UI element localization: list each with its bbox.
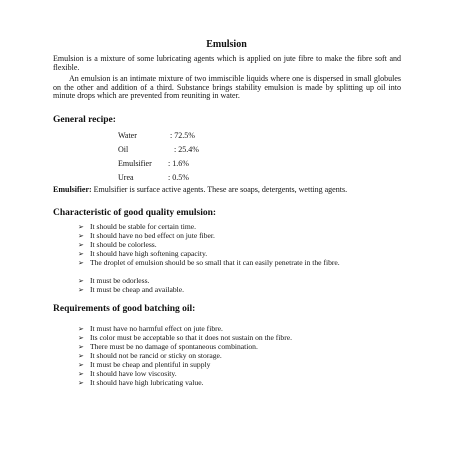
intro-paragraph-2: An emulsion is an intimate mixture of two immiscible liquids where one is dispersed in small globules on the other and addition of a third. Substance brings stability emulsion is made by splitting up oil into minute drops which are prevented from reuniting in water.	[53, 74, 401, 101]
arrow-bullet-icon: ➢	[78, 223, 84, 231]
recipe-value: : 25.4%	[174, 145, 199, 154]
recipe-name: Oil	[118, 145, 129, 154]
arrow-bullet-icon: ➢	[78, 343, 84, 351]
recipe-value: : 72.5%	[170, 131, 195, 140]
arrow-bullet-icon: ➢	[78, 370, 84, 378]
general-recipe-heading: General recipe:	[53, 115, 116, 125]
arrow-bullet-icon: ➢	[78, 277, 84, 285]
arrow-bullet-icon: ➢	[78, 286, 84, 294]
arrow-bullet-icon: ➢	[78, 241, 84, 249]
arrow-bullet-icon: ➢	[78, 232, 84, 240]
characteristics-heading: Characteristic of good quality emulsion:	[53, 208, 217, 218]
emulsifier-text: Emulsifier is surface active agents. These are soaps, detergents, wetting agents.	[91, 185, 348, 194]
recipe-name: Emulsifier	[118, 159, 152, 168]
requirements-heading: Requirements of good batching oil:	[53, 304, 196, 314]
emulsifier-label: Emulsifier:	[53, 185, 92, 194]
recipe-value: : 0.5%	[168, 173, 189, 182]
arrow-bullet-icon: ➢	[78, 352, 84, 360]
arrow-bullet-icon: ➢	[78, 259, 84, 267]
arrow-bullet-icon: ➢	[78, 325, 84, 333]
arrow-bullet-icon: ➢	[78, 361, 84, 369]
document-page: Emulsion Emulsion is a mixture of some lubricating agents which is applied on jute fibre to make the fibre soft and flexible. An emulsion is an intimate mixture of two immiscible liquids where one is dispersed in small globules on the other and addition of a third. Substance brings stability emulsion is made by splitting up oil into minute drops which are prevented from reuniting in water. General recipe: Water : 72.5% Oil : 25.4% Emulsifier : 1.6% Urea : 0.5% Emulsifier: Emulsifier is surface active agents. These are soaps, detergents, wetting agents. Characteristic of good quality emulsion: ➢ It should be stable for certain time. ➢ It should have no bed effect on jute fiber. ➢ It should be colorless. ➢ It should have high softening capacity. ➢ The droplet of emulsion should be so small that it can easily penetrate in the fibre. ➢ It must be odorless. ➢ It must be cheap and available. Requirements of good batching oil: ➢ It must have no harmful effect on jute fibre. ➢ Its color must be acceptable so that it does not sustain on the fibre. ➢ There must be no damage of spontaneous combination. ➢ It should not be rancid or sticky on storage. ➢ It must be cheap and plentiful in supply ➢ It should have low viscosity. ➢ It should have high lubricating value.	[0, 0, 453, 453]
arrow-bullet-icon: ➢	[78, 334, 84, 342]
recipe-value: : 1.6%	[168, 159, 189, 168]
arrow-bullet-icon: ➢	[78, 250, 84, 258]
emulsifier-paragraph	[53, 186, 401, 195]
arrow-bullet-icon: ➢	[78, 379, 84, 387]
page-title: Emulsion	[206, 39, 247, 50]
recipe-name: Water	[118, 131, 137, 140]
intro-paragraph-1: Emulsion is a mixture of some lubricating agents which is applied on jute fibre to make the fibre soft and flexible.	[53, 54, 401, 72]
recipe-name: Urea	[118, 173, 134, 182]
